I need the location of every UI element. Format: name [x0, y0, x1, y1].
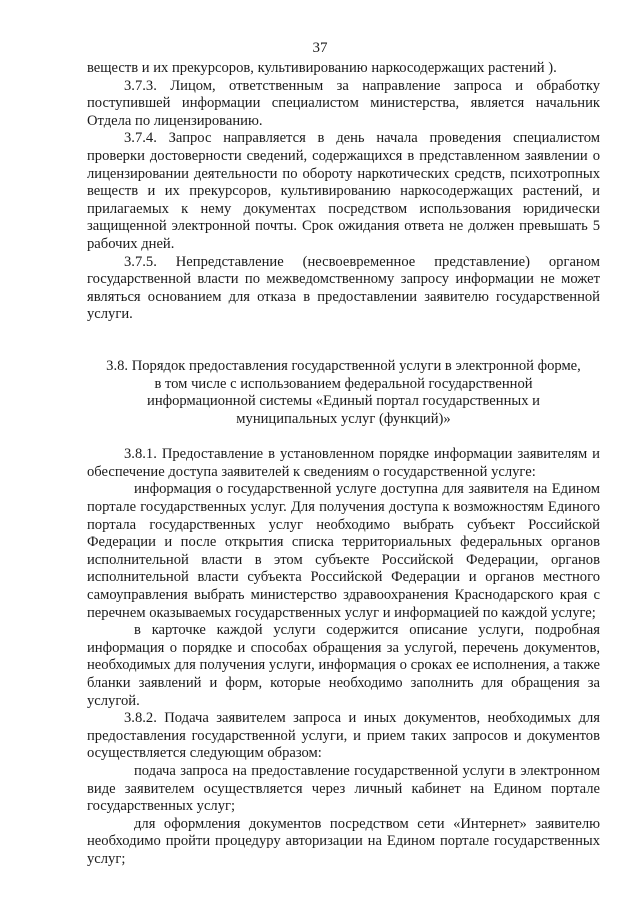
paragraph-3-8-2: 3.8.2. Подача заявителем запроса и иных документов, необходимых для предоставления государственной услуги, и прием таких запросов и документов осуществляется следующим образом: — [87, 710, 600, 762]
paragraph-authorization: для оформления документов посредством сети «Интернет» заявителю необходимо пройти процедуру авторизации на Едином портале государственных услуг; — [87, 815, 600, 867]
paragraph-3-8-1: 3.8.1. Предоставление в установленном порядке информации заявителям и обеспечение доступа заявителей к сведениям о государственной услуге: — [87, 446, 600, 480]
page-number: 37 — [312, 40, 328, 56]
paragraph-request-submission: подача запроса на предоставление государственной услуги в электронном виде заявителем осуществляется через личный кабинет на Едином портале государственных услуг; — [87, 762, 600, 815]
paragraph-portal-info: информация о государственной услуге доступна для заявителя на Едином портале государственных услуг. Для получения доступа к возможностям Единого портала государственных услуг необходимо выбрать субъект Российской Федерации и после открытия списка территориальных федеральных органов исполнительной власти в этом субъекте Российской Федерации, органов исполнительной власти субъекта Российской Федерации и органов местного самоуправления выбрать министерство здравоохранения Краснодарского края с перечнем оказываемых государственных услуг и информацией по каждой услуге; — [87, 481, 600, 621]
paragraph-continuation: веществ и их прекурсоров, культивированию наркосодержащих растений ). — [87, 60, 557, 76]
paragraph-3-7-3: 3.7.3. Лицом, ответственным за направление запроса и обработку поступившей информации специалистом министерства, является начальник Отдела по лицензированию. — [87, 77, 600, 129]
paragraph-service-card: в карточке каждой услуги содержится описание услуги, подробная информация о порядке и способах обращения за услугой, перечень документов, необходимых для получения услуги, информация о сроках ее исполнения, а также бланки заявлений и форм, которые необходимо заполнить для обращения за услугой. — [87, 622, 600, 709]
document-body — [87, 60, 600, 869]
paragraph-3-7-5: 3.7.5. Непредставление (несвоевременное представление) органом государственной власти по межведомственному запросу информации не может являться основанием для отказа в предоставлении заявителю государственной услуги. — [87, 253, 600, 323]
section-heading-3-8: 3.8. Порядок предоставления государственной услуги в электронной форме, в том числе с использованием федеральной государственной информационной системы «Единый портал государственных и муниципальных услуг (функций)» — [106, 357, 581, 427]
paragraph-3-7-4: 3.7.4. Запрос направляется в день начала проведения специалистом проверки достоверности сведений, содержащихся в представленном заявлении о лицензировании деятельности по обороту наркотических средств, психотропных веществ и их прекурсоров, культивированию наркосодержащих растений, и прилагаемых к нему документах посредством использования юридически защищенной электронной почты. Срок ожидания ответа не должен превышать 5 рабочих дней. — [87, 130, 600, 252]
